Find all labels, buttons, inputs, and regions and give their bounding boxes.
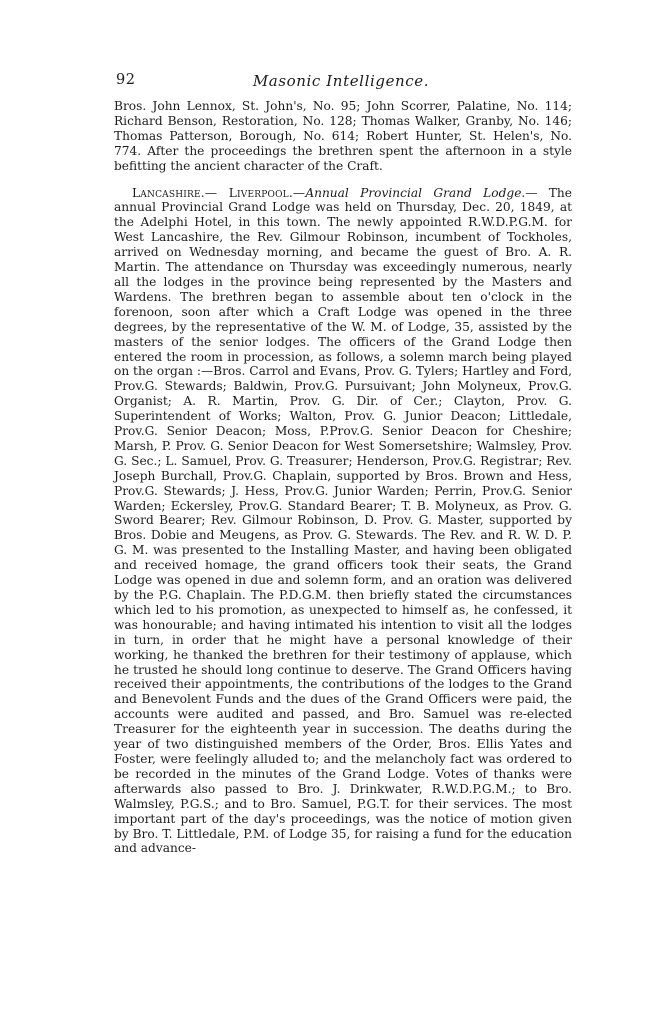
paragraph-continued: Bros. John Lennox, St. John's, No. 95; John Scorrer, Palatine, No. 114; Richard Benson, Restoration, No. 128; Thomas Walker, Granby, No. 146; Thomas Patterson, Borough, No. 614; Robert Hunter, St. Helen's, No. 774. After the proceedings the brethren spent the afternoon in a style befitting the ancient character of the Craft. bbox=[114, 99, 572, 173]
paragraph-lancashire bbox=[114, 186, 572, 857]
page-header bbox=[110, 72, 572, 94]
section-heading-place: Lancashire.— Liverpool.— bbox=[132, 185, 306, 200]
article-body bbox=[114, 99, 572, 856]
page-number: 92 bbox=[116, 72, 136, 88]
running-title: Masonic Intelligence. bbox=[252, 72, 430, 90]
section-heading-title: Annual Provincial Grand Lodge.— bbox=[305, 185, 538, 200]
paragraph-text: The annual Provincial Grand Lodge was held on Thursday, Dec. 20, 1849, at the Adelphi Hotel, in this town. The newly appointed R.W.D.P.G.M. for West Lancashire, the Rev. Gilmour Robinson, incumbent of Tockholes, arrived on Wednesday morning, and became the guest of Bro. A. R. Martin. The attendance on Thursday was exceedingly numerous, nearly all the lodges in the province being represented by the Masters and Wardens. The brethren began to assemble about ten o'clock in the forenoon, soon after which a Craft Lodge was opened in the three degrees, by the representative of the W. M. of Lodge, 35, assisted by the masters of the senior lodges. The officers of the Grand Lodge then entered the room in procession, as follows, a solemn march being played on the organ :—Bros. Carrol and Evans, Prov. G. Tylers; Hartley and Ford, Prov.G. Stewards; Baldwin, Prov.G. Pursuivant; John Molyneux, Prov.G. Organist; A. R. Martin, Prov. G. Dir. of Cer.; Clayton, Prov. G. Superintendent of Works; Walton, Prov. G. Junior Deacon; Littledale, Prov.G. Senior Deacon; Moss, P.Prov.G. Senior Deacon for Cheshire; Marsh, P. Prov. G. Senior Deacon for West Somersetshire; Walmsley, Prov. G. Sec.; L. Samuel, Prov. G. Treasurer; Henderson, Prov.G. Registrar; Rev. Joseph Burchall, Prov.G. Chaplain, supported by Bros. Brown and Hess, Prov.G. Stewards; J. Hess, Prov.G. Junior Warden; Perrin, Prov.G. Senior Warden; Eckersley, Prov.G. Standard Bearer; T. B. Molyneux, as Prov. G. Sword Bearer; Rev. Gilmour Robinson, D. Prov. G. Master, supported by Bros. Dobie and Meugens, as Prov. G. Stewards. The Rev. and R. W. D. P. G. M. was presented to the Installing Master, and having been obligated and received homage, the grand officers took their seats, the Grand Lodge was opened in due and solemn form, and an oration was delivered by the P.G. Chaplain. The P.D.G.M. then briefly stated the circumstances which led to his promotion, as unexpected to himself as, he confessed, it was honourable; and having intimated his intention to visit all the lodges in turn, in order that he might have a personal knowledge of their working, he thanked the brethren for their testimony of applause, which he trusted he should long continue to deserve. The Grand Officers having received their appointments, the contributions of the lodges to the Grand and Benevolent Funds and the dues of the Grand Officers were paid, the accounts were audited and passed, and Bro. Samuel was re-elected Treasurer for the eighteenth year in succession. The deaths during the year of two distinguished members of the Order, Bros. Ellis Yates and Foster, were feelingly alluded to; and the melancholy fact was ordered to be recorded in the minutes of the Grand Lodge. Votes of thanks were afterwards also passed to Bro. J. Drinkwater, R.W.D.P.G.M.; to Bro. Walmsley, P.G.S.; and to Bro. Samuel, P.G.T. for their services. The most important part of the day's proceedings, was the notice of motion given by Bro. T. Littledale, P.M. of Lodge 35, for raising a fund for the education and advance- bbox=[114, 185, 572, 856]
